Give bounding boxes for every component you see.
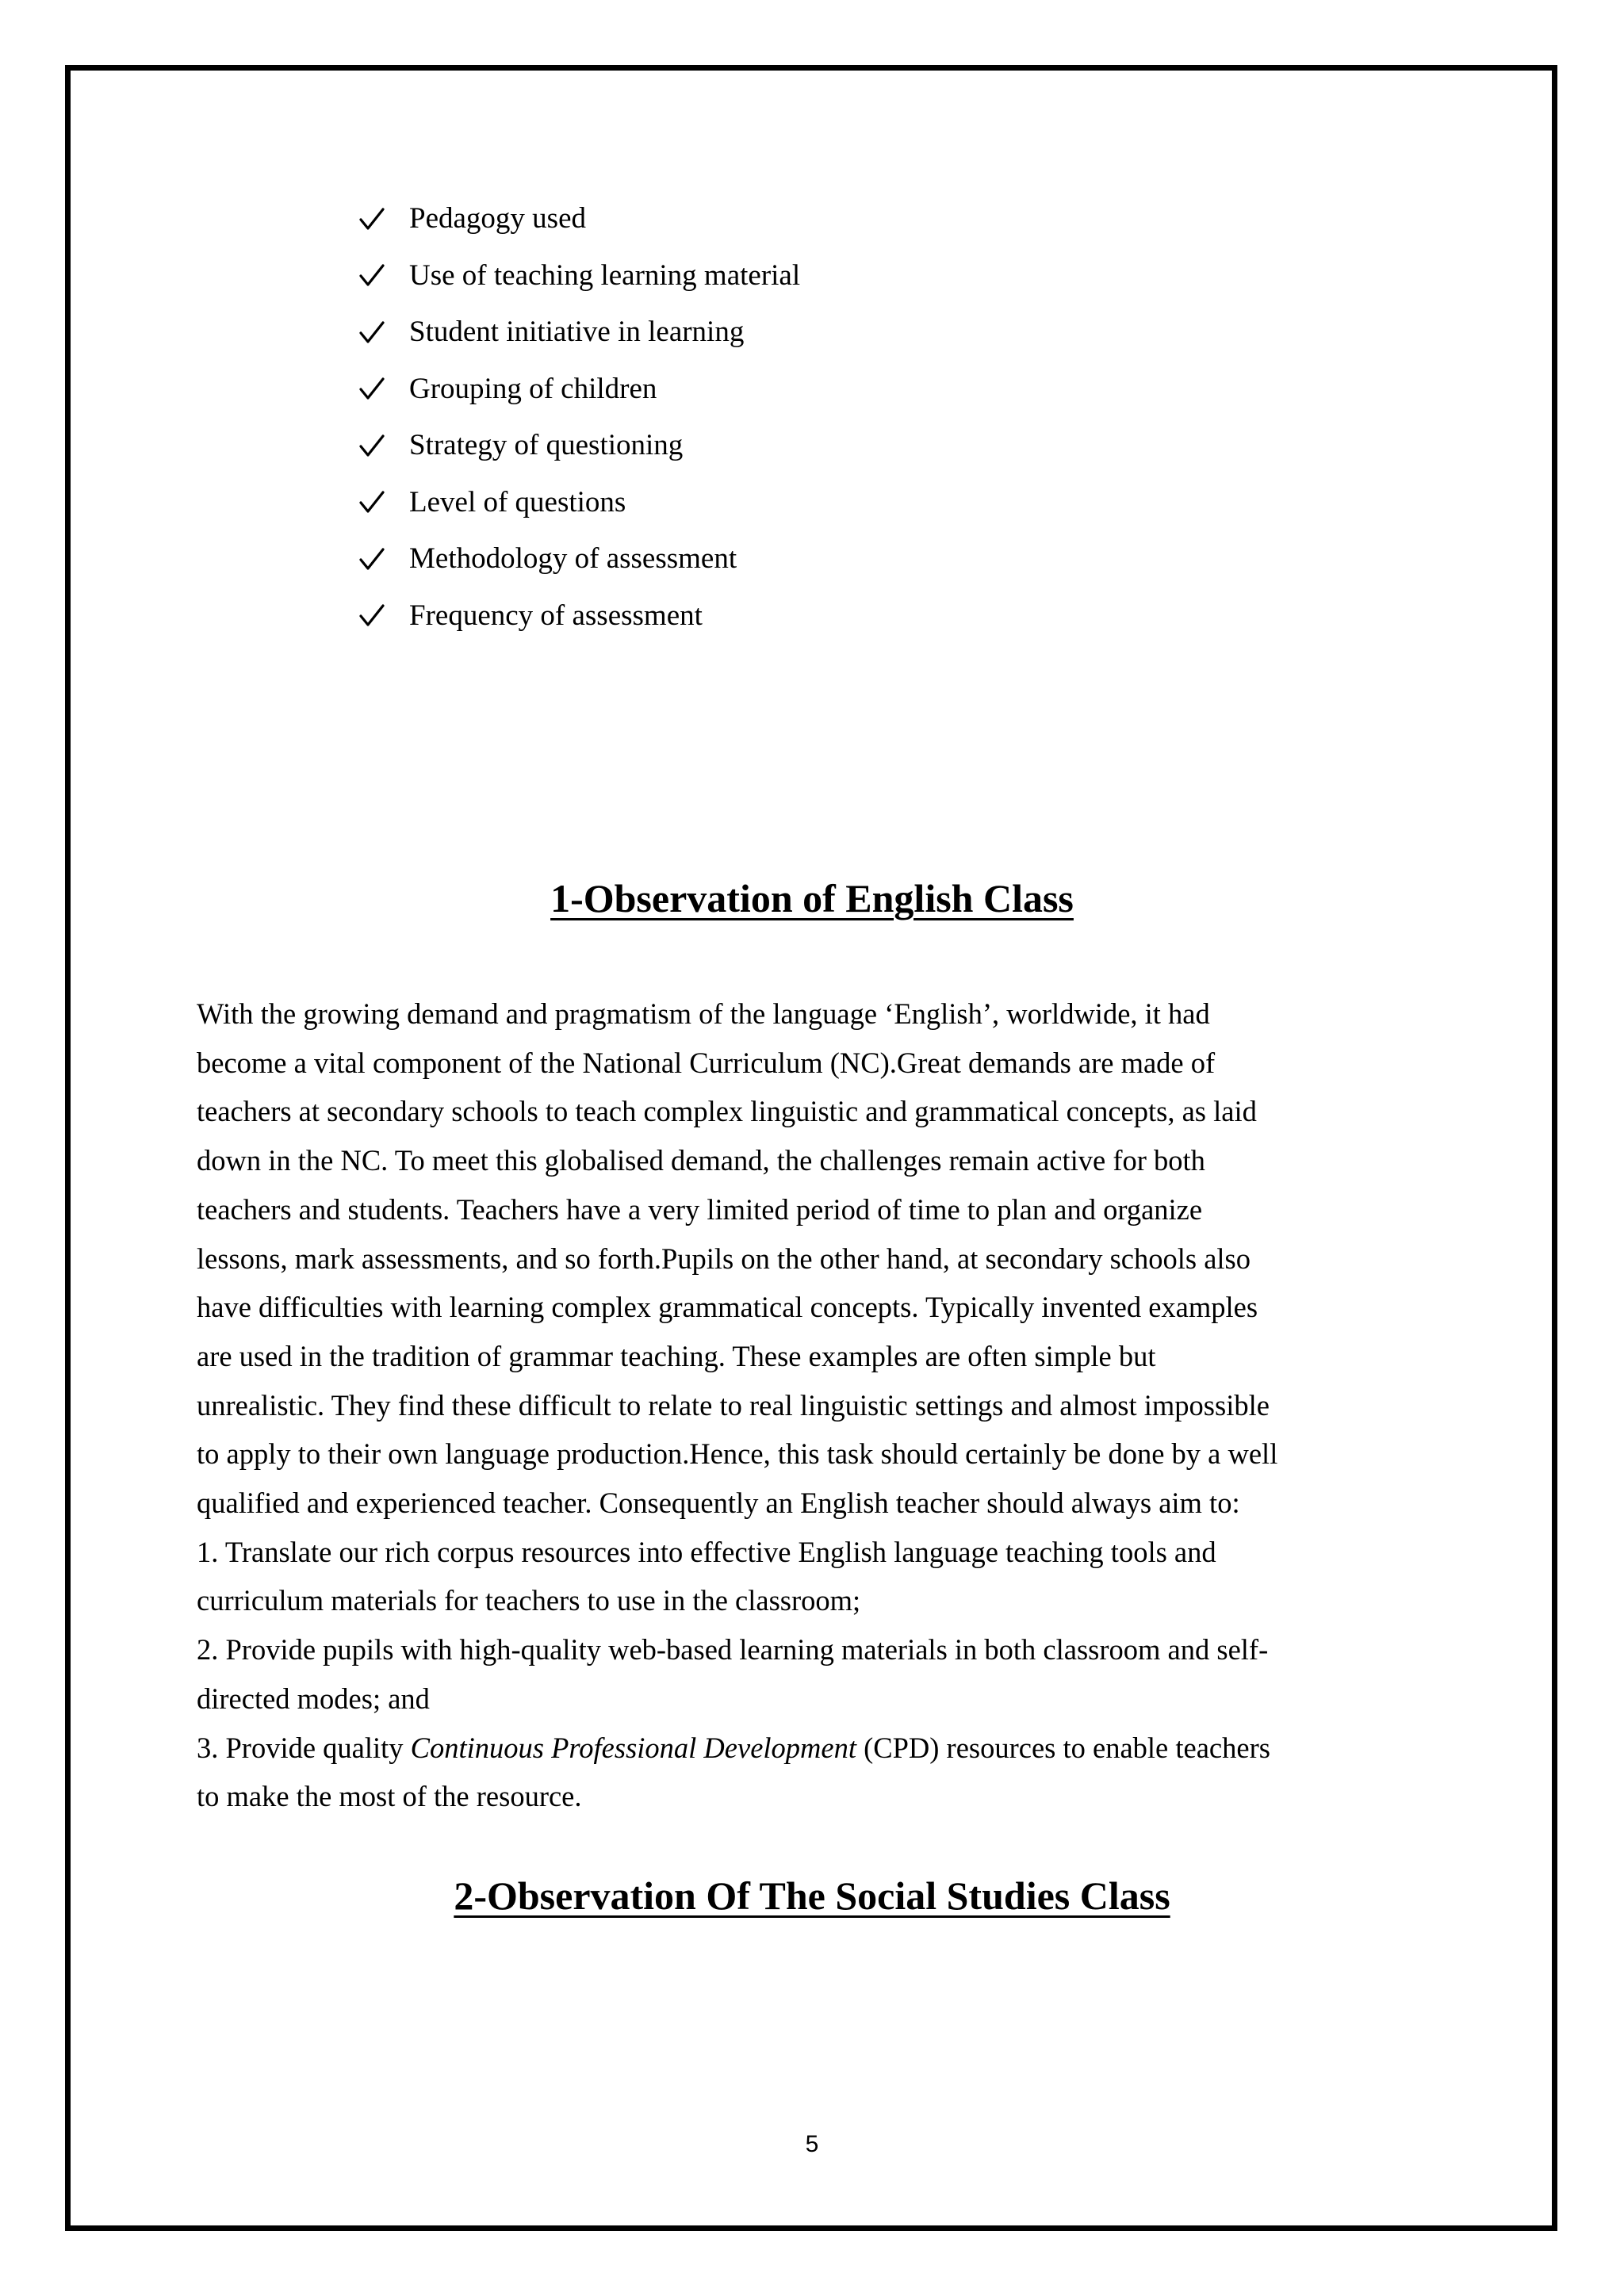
- aim-2-line-1: 2. Provide pupils with high-quality web-based learning materials in both classroom and self-: [197, 1633, 1269, 1667]
- paragraph-line: to apply to their own language production.Hence, this task should certainly be done by a well: [197, 1437, 1278, 1471]
- paragraph-line: have difficulties with learning complex grammatical concepts. Typically invented examples: [197, 1291, 1258, 1324]
- aim-3-prefix: 3. Provide quality: [197, 1731, 411, 1764]
- checklist-item: [358, 190, 800, 247]
- paragraph-line: With the growing demand and pragmatism of the language ‘English’, worldwide, it had: [197, 997, 1210, 1030]
- checklist-item-label: Level of questions: [409, 485, 626, 519]
- checklist-item-label: Student initiative in learning: [409, 316, 745, 349]
- checkmark-icon: [358, 205, 385, 232]
- checkmark-icon: [358, 375, 385, 402]
- section-heading-english-class: 1-Observation of English Class: [550, 876, 1074, 920]
- checkmark-icon: [358, 319, 385, 346]
- checkmark-icon: [358, 602, 385, 629]
- checklist-item-label: Use of teaching learning material: [409, 258, 801, 292]
- checklist-item: [358, 304, 800, 361]
- aim-1-line-1: 1. Translate our rich corpus resources into effective English language teaching tools and: [197, 1535, 1216, 1568]
- observation-checklist: [358, 190, 800, 644]
- checklist-item-label: Frequency of assessment: [409, 599, 703, 632]
- checkmark-icon: [358, 545, 385, 572]
- paragraph-line: unrealistic. They find these difficult to relate to real linguistic settings and almost impossible: [197, 1388, 1270, 1422]
- checklist-item-label: Strategy of questioning: [409, 429, 684, 462]
- paragraph-line: down in the NC. To meet this globalised demand, the challenges remain active for both: [197, 1144, 1205, 1177]
- page-number: 5: [805, 2131, 819, 2157]
- paragraph-line: teachers and students. Teachers have a very limited period of time to plan and organize: [197, 1192, 1203, 1226]
- paragraph-line: qualified and experienced teacher. Consequently an English teacher should always aim to:: [197, 1487, 1240, 1520]
- checklist-item: [358, 361, 800, 418]
- checklist-item-label: Methodology of assessment: [409, 542, 737, 576]
- paragraph-line: are used in the tradition of grammar teaching. These examples are often simple but: [197, 1339, 1156, 1372]
- aim-2-line-2: directed modes; and: [197, 1682, 430, 1715]
- english-class-body: [197, 989, 1427, 1821]
- paragraph-line: teachers at secondary schools to teach complex linguistic and grammatical concepts, as laid: [197, 1095, 1257, 1128]
- paragraph-line: lessons, mark assessments, and so forth.Pupils on the other hand, at secondary schools also: [197, 1242, 1251, 1275]
- checklist-item-label: Grouping of children: [409, 372, 657, 405]
- paragraph-line: become a vital component of the National Curriculum (NC).Great demands are made of: [197, 1046, 1216, 1079]
- aim-3-suffix: (CPD) resources to enable teachers: [856, 1731, 1270, 1764]
- checklist-item-label: Pedagogy used: [409, 202, 586, 235]
- checklist-item: [358, 587, 800, 645]
- aim-3-line-1: [197, 1724, 1427, 1773]
- checklist-item: [358, 417, 800, 474]
- checklist-item: [358, 474, 800, 531]
- checkmark-icon: [358, 488, 385, 515]
- checkmark-icon: [358, 432, 385, 459]
- aim-3-cpd-italic: Continuous Professional Development: [410, 1731, 856, 1764]
- checkmark-icon: [358, 262, 385, 289]
- checklist-item: [358, 530, 800, 587]
- aim-1-line-2: curriculum materials for teachers to use in the classroom;: [197, 1584, 861, 1617]
- aim-3-line-2: to make the most of the resource.: [197, 1780, 582, 1813]
- section-heading-social-studies-class: 2-Observation Of The Social Studies Class: [454, 1873, 1170, 1918]
- checklist-item: [358, 247, 800, 304]
- english-class-paragraph: [197, 989, 1427, 1528]
